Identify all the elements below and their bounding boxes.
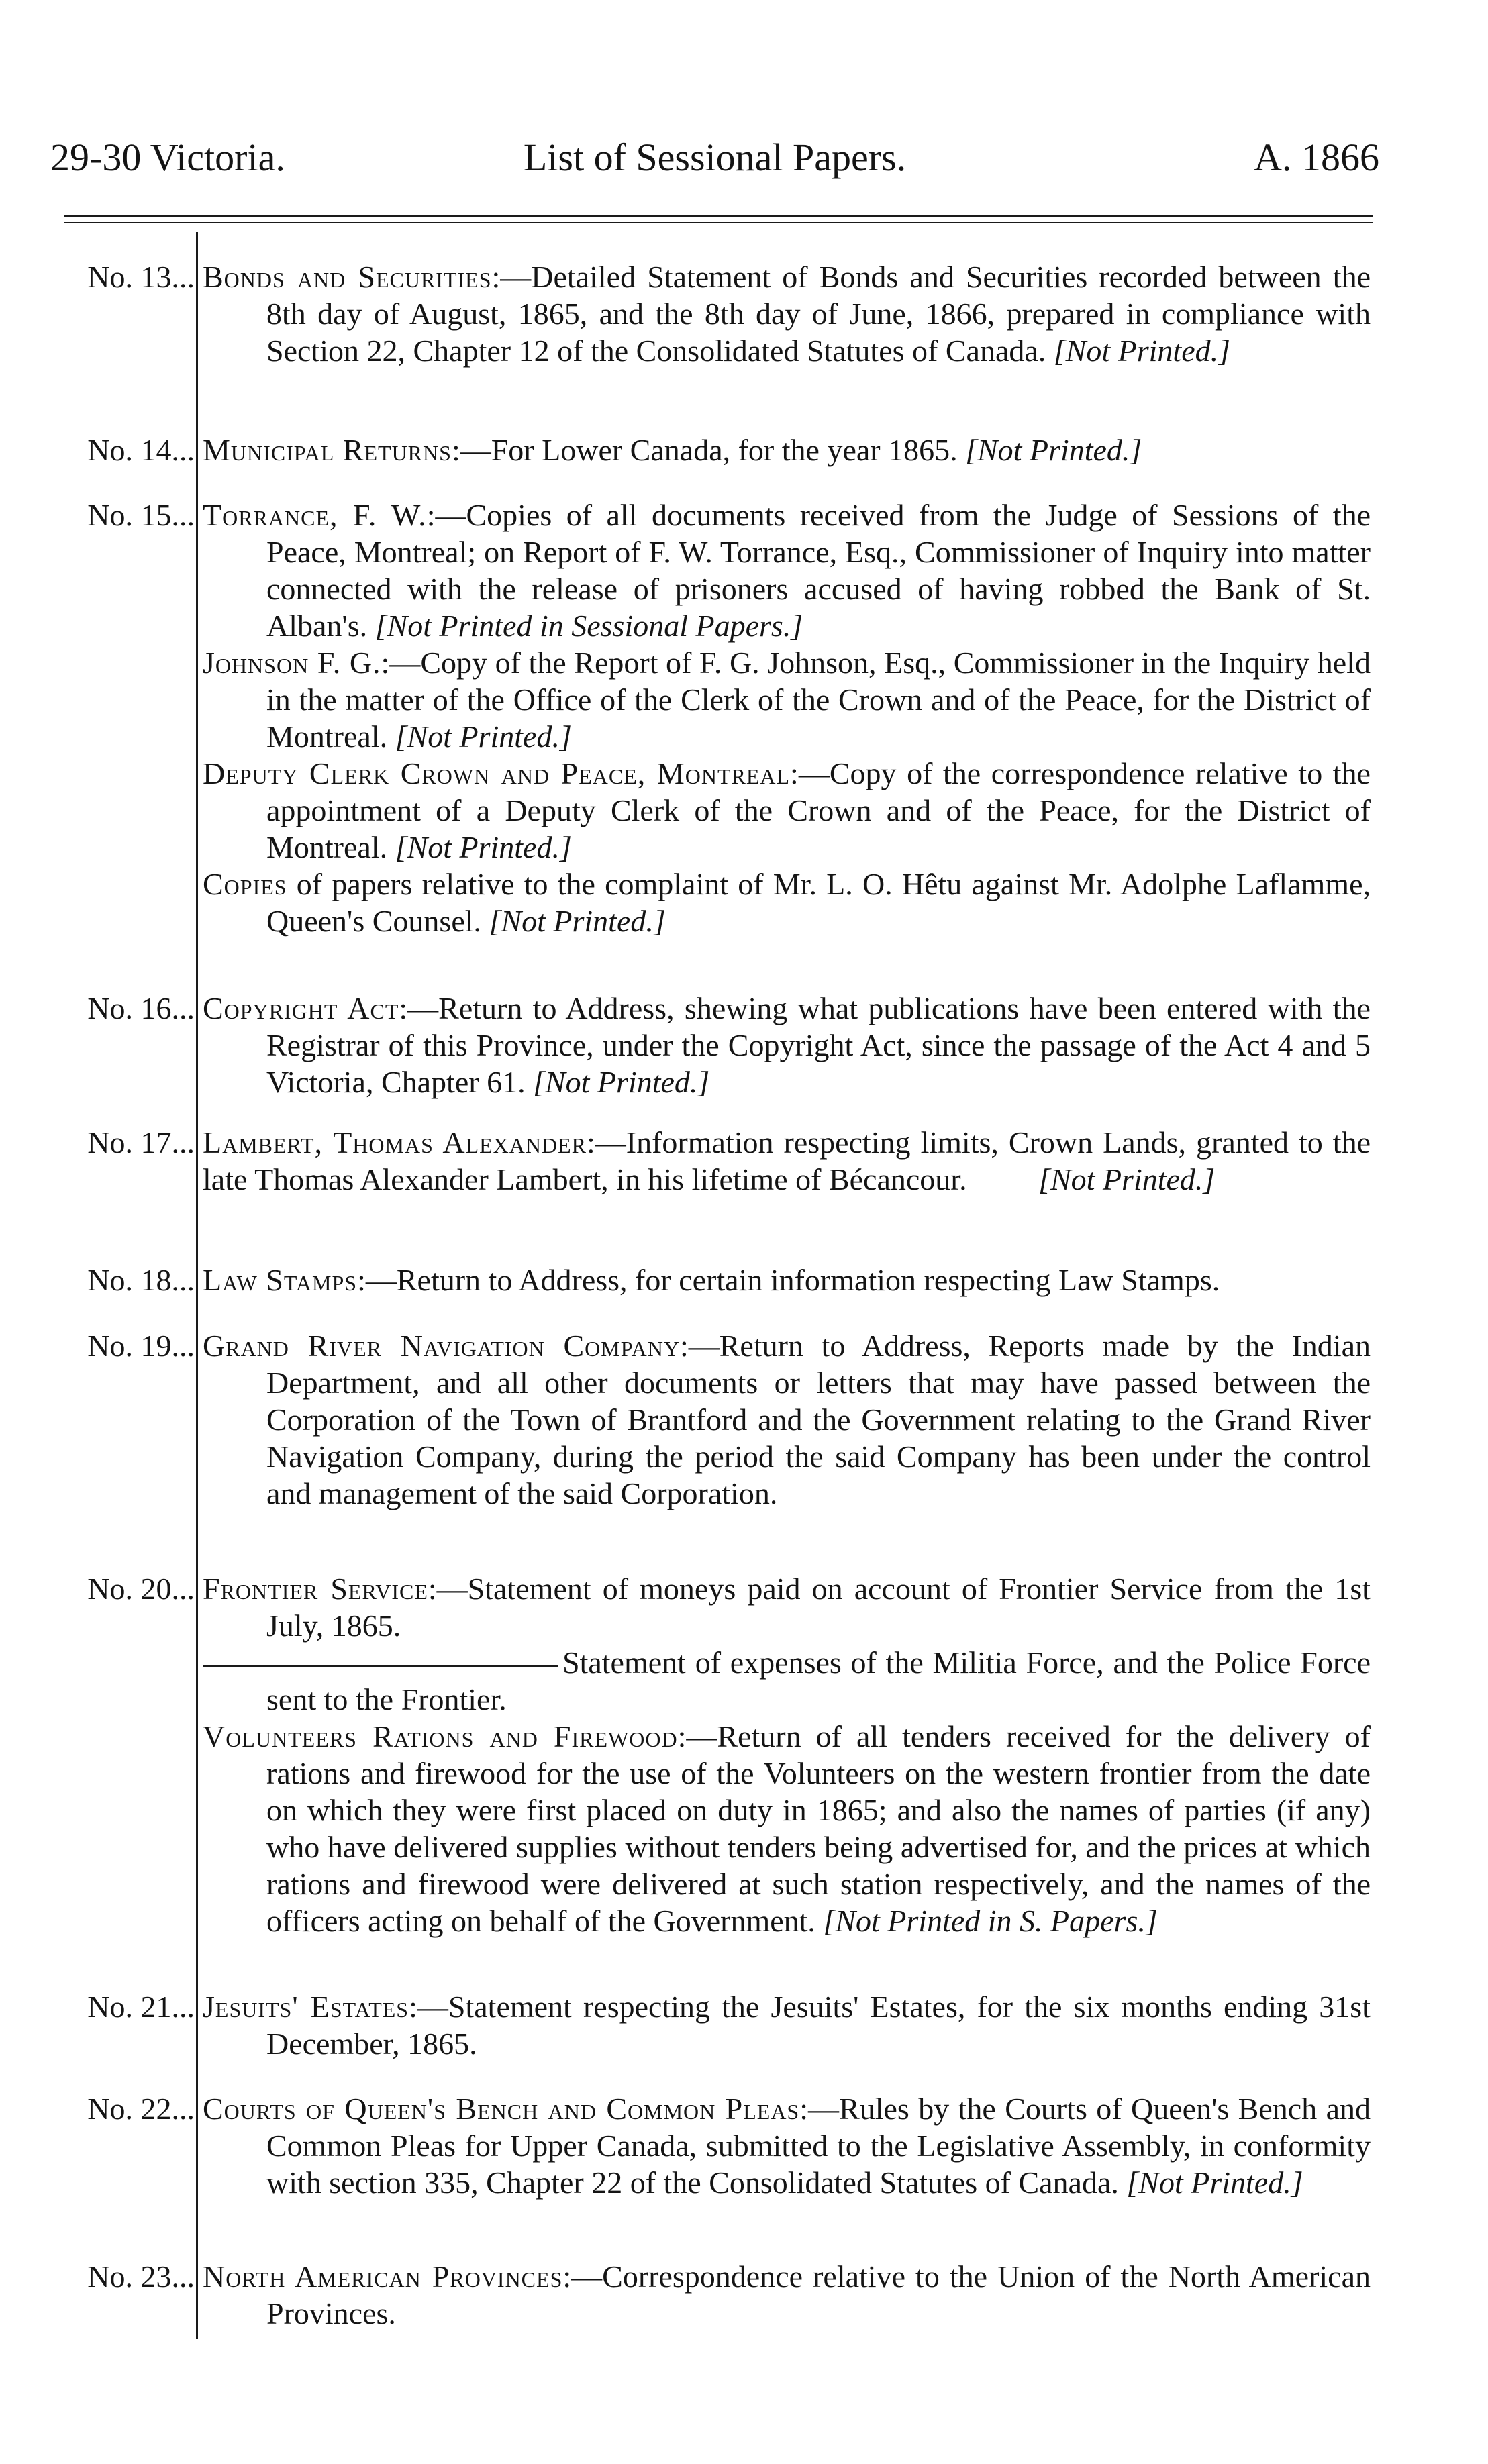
item-text: Statement of expenses of the Militia Force, and the Police Force sent to the Frontier.: [266, 1645, 1371, 1716]
item-text: :—Statement respecting the Jesuits' Estates, for the six months ending 31st December, 1865.: [266, 1990, 1371, 2061]
item-text: :—Return of all tenders received for the delivery of rations and firewood for the use of the Volunteers on the western frontier from the date on which they were first placed on duty in 1865; and also the names of parties (if any) who have delivered supplies without tenders being advertised for, and the prices at which rations and firewood were delivered at such station respectively, and the names of the officers acting on behalf of the Government.: [266, 1719, 1371, 1938]
entry-item: [203, 258, 1371, 369]
entry-number: No. 20...: [87, 1572, 195, 1606]
entry-item: [203, 755, 1371, 866]
item-heading: Volunteers Rations and Firewood: [203, 1719, 678, 1753]
not-printed-note: [Not Printed.]: [395, 719, 572, 754]
entry-number: No. 21...: [87, 1990, 195, 2024]
entry-item: [203, 990, 1371, 1100]
item-heading: Jesuits' Estates: [203, 1990, 409, 2024]
item-text: :—Copy of the Report of F. G. Johnson, Esq., Commissioner in the Inquiry held in the matter of the Office of the Clerk of the Crown and of the Peace, for the District of Montreal.: [266, 646, 1371, 754]
entry-item: [203, 2090, 1371, 2201]
item-heading: Johnson F. G.: [203, 646, 381, 680]
entry-number: No. 13...: [87, 260, 195, 294]
item-heading: Courts of Queen's Bench and Common Pleas: [203, 2092, 800, 2126]
item-text: :—Return to Address, Reports made by the Indian Department, and all other documents or letters that may have passed between the Corporation of the Town of Brantford and the Government relating to the Grand River Navigation Company, during the period the said Company has been under the control and management of the said Corporation.: [266, 1329, 1371, 1510]
item-text: of papers relative to the complaint of Mr. L. O. Hêtu against Mr. Adolphe Laflamme, Queen's Counsel.: [266, 867, 1371, 938]
entry-number: No. 17...: [87, 1125, 195, 1160]
entry-body: [203, 1327, 1371, 1512]
item-text: :—Detailed Statement of Bonds and Securities recorded between the 8th day of August, 1865, and the 8th day of June, 1866, prepared in compliance with Section 22, Chapter 12 of the Consolidated Statutes of Canada.: [266, 260, 1371, 368]
entry-item: [203, 1644, 1371, 1718]
item-heading: Grand River Navigation Company: [203, 1329, 680, 1363]
not-printed-note: [Not Printed.]: [395, 830, 572, 864]
item-text: :—Correspondence relative to the Union of the North American Provinces.: [266, 2259, 1371, 2330]
entry-item: [203, 431, 1371, 468]
item-text: :—Return to Address, shewing what publications have been entered with the Registrar of this Province, under the Copyright Act, since the passage of the Act 4 and 5 Victoria, Chapter 61.: [266, 991, 1371, 1099]
item-heading: Bonds and Securities: [203, 260, 492, 294]
header-volume: 29-30 Victoria.: [50, 136, 285, 179]
page-header: [50, 131, 1379, 185]
entry-body: [203, 1262, 1371, 1298]
entry-item: [203, 866, 1371, 939]
item-heading: Municipal Returns: [203, 433, 452, 467]
entry-item: [203, 644, 1371, 755]
item-text: :—Return to Address, for certain information respecting Law Stamps.: [357, 1263, 1220, 1297]
entry-body: [203, 497, 1371, 939]
header-title: List of Sessional Papers.: [523, 136, 907, 179]
header-rule-thick: [64, 215, 1373, 217]
header-session: A. 1866: [1254, 136, 1379, 179]
not-printed-note: [Not Printed.]: [1053, 333, 1231, 368]
entry-body: [203, 1988, 1371, 2062]
not-printed-note: [Not Printed in S. Papers.]: [823, 1904, 1158, 1938]
not-printed-note: [Not Printed.]: [965, 433, 1142, 467]
not-printed-note: [Not Printed.]: [1038, 1162, 1216, 1196]
item-text: :—Information respecting limits, Crown Lands, granted to the late Thomas Alexander Lambert, in his lifetime of Bécancour.: [203, 1125, 1371, 1196]
item-heading: Copyright Act: [203, 991, 399, 1025]
not-printed-note: [Not Printed in Sessional Papers.]: [375, 609, 803, 643]
entry-item: [203, 1327, 1371, 1512]
ditto-rule: [203, 1665, 558, 1667]
not-printed-note: [Not Printed.]: [489, 904, 666, 938]
entry-body: [203, 2090, 1371, 2201]
entry-number: No. 23...: [87, 2259, 195, 2294]
not-printed-note: [Not Printed.]: [533, 1065, 710, 1099]
not-printed-note: [Not Printed.]: [1126, 2165, 1303, 2200]
entry-number: No. 16...: [87, 991, 195, 1025]
entry-item: [203, 1124, 1371, 1198]
item-text: :—Rules by the Courts of Queen's Bench and Common Pleas for Upper Canada, submitted to the Legislative Assembly, in conformity with section 335, Chapter 22 of the Consolidated Statutes of Canada.: [266, 2092, 1371, 2200]
entry-number: No. 19...: [87, 1329, 195, 1363]
item-text: :—Copies of all documents received from the Judge of Sessions of the Peace, Montreal; on Report of F. W. Torrance, Esq., Commissioner of Inquiry into matter connected with the release of prisoners accused of having robbed the Bank of St. Alban's.: [266, 498, 1371, 643]
entry-item: [203, 497, 1371, 644]
item-text: :—Statement of moneys paid on account of Frontier Service from the 1st July, 1865.: [266, 1572, 1371, 1643]
header-rule-thin: [64, 222, 1373, 223]
item-heading: Copies: [203, 867, 287, 901]
entry-number: No. 14...: [87, 433, 195, 467]
entry-item: [203, 1262, 1371, 1298]
entry-body: [203, 1570, 1371, 1939]
item-heading: North American Provinces: [203, 2259, 563, 2294]
entry-number: No. 15...: [87, 498, 195, 532]
entry-number: No. 18...: [87, 1263, 195, 1297]
entry-item: [203, 2258, 1371, 2332]
entry-item: [203, 1718, 1371, 1939]
entry-body: [203, 258, 1371, 369]
item-heading: Lambert, Thomas Alexander: [203, 1125, 587, 1160]
entry-body: [203, 431, 1371, 468]
entry-body: [203, 1124, 1371, 1198]
entry-item: [203, 1570, 1371, 1644]
item-heading: Law Stamps: [203, 1263, 358, 1297]
item-heading: Torrance, F. W.: [203, 498, 427, 532]
column-divider: [196, 232, 198, 2339]
item-text: :—Copy of the correspondence relative to the appointment of a Deputy Clerk of the Crown and of the Peace, for the District of Montreal.: [266, 756, 1371, 864]
entry-item: [203, 1988, 1371, 2062]
entry-body: [203, 990, 1371, 1100]
entry-number: No. 22...: [87, 2092, 195, 2126]
entry-body: [203, 2258, 1371, 2332]
item-text: :—For Lower Canada, for the year 1865.: [451, 433, 958, 467]
item-heading: Frontier Service: [203, 1572, 428, 1606]
item-heading: Deputy Clerk Crown and Peace, Montreal: [203, 756, 791, 790]
